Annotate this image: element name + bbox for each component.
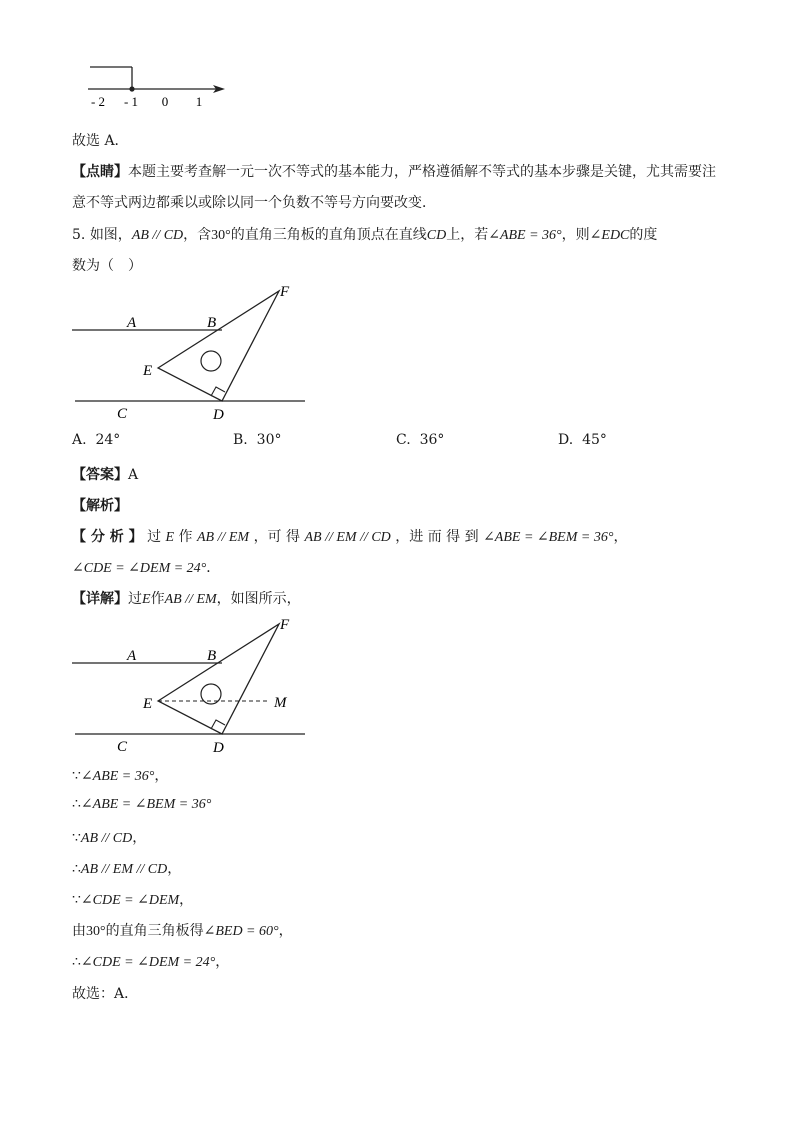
geometry-figure-2	[60, 612, 320, 757]
step-text: 的直角三角板得	[105, 923, 204, 939]
math-ab-parallel-em: AB // EM	[197, 530, 250, 545]
analysis-text: ，进 而 得 到	[395, 529, 479, 545]
detail-line	[72, 588, 301, 608]
detail-text: 作	[150, 591, 165, 607]
question-number: 5.	[72, 227, 86, 243]
step-prefix: ∵	[72, 768, 81, 784]
option-letter: C.	[396, 432, 411, 448]
step-prefix: ∵	[72, 892, 81, 908]
question-text: 如图，	[89, 227, 132, 243]
step-prefix: ∵	[72, 830, 81, 846]
option-value: 45°	[582, 432, 607, 448]
math-e: E	[142, 592, 151, 607]
math-e: E	[165, 530, 175, 545]
dianjing-line2: 意不等式两边都乘以或除以同一个负数不等号方向要改变．	[72, 195, 436, 211]
option-d	[558, 432, 607, 448]
number-line-label: 0	[161, 94, 169, 109]
analysis-text: 作	[178, 529, 193, 545]
right-angle-mark	[211, 387, 225, 396]
step-suffix: ，	[154, 768, 169, 784]
math-equation-cde-dem: ∠CDE = ∠DEM = 24°	[72, 561, 207, 576]
question-text: ，则	[561, 227, 590, 243]
step-line	[72, 951, 229, 971]
label-d: D	[213, 740, 224, 756]
analysis-text: ．	[206, 560, 221, 576]
math-cd: CD	[426, 228, 447, 243]
label-b: B	[207, 315, 217, 331]
question-text: ，含	[183, 227, 212, 243]
right-angle-mark	[211, 720, 225, 729]
analysis-line2	[72, 557, 220, 577]
prev-answer: 故选 A．	[72, 133, 129, 149]
analysis-text: 过	[147, 529, 162, 545]
step-line	[72, 796, 211, 813]
step-math: ∠CDE = ∠DEM	[80, 893, 180, 908]
question-text: 的直角三角板的直角顶点在直线	[230, 227, 427, 243]
detail-tag: 【详解】	[72, 591, 128, 607]
dianjing-tag: 【点睛】	[72, 164, 128, 180]
question-text: 的度	[629, 227, 658, 243]
math-angle-abe: ∠ABE = 36°	[488, 228, 562, 243]
step-math: ∠ABE = 36°	[80, 769, 155, 784]
option-c	[396, 432, 444, 448]
label-c: C	[117, 406, 128, 422]
math-angle-edc: ∠EDC	[589, 228, 630, 243]
jiexi-tag: 【解析】	[72, 498, 128, 514]
step-line	[72, 920, 293, 940]
answer-tag: 【答案】	[72, 467, 128, 483]
step-suffix: ，	[278, 923, 293, 939]
triangle-hole	[201, 351, 221, 371]
step-math: AB // CD	[80, 831, 133, 846]
analysis-text: ，	[613, 529, 628, 545]
step-math: AB // EM // CD	[80, 862, 168, 877]
step-line	[72, 858, 181, 878]
option-a	[72, 432, 120, 448]
label-e: E	[143, 696, 153, 712]
step-line	[72, 827, 146, 847]
math-ab-parallel-em: AB // EM	[164, 592, 217, 607]
option-value: 30°	[256, 432, 282, 448]
answer-value: A	[128, 467, 139, 483]
number-line-label: - 2	[90, 94, 106, 109]
label-b: B	[207, 648, 217, 664]
detail-text: 过	[128, 591, 142, 607]
label-d: D	[213, 407, 224, 423]
dianjing-line1	[72, 161, 716, 181]
math-equation-abe-bem: ∠ABE = ∠BEM = 36°	[483, 530, 614, 545]
number-line-label: - 1	[123, 94, 139, 109]
label-c: C	[117, 739, 128, 755]
detail-text: ，如图所示，	[216, 591, 301, 607]
analysis-line1	[72, 526, 627, 546]
label-a: A	[127, 315, 137, 331]
label-e: E	[143, 363, 153, 379]
step-line	[72, 765, 168, 785]
step-line	[72, 889, 193, 909]
label-f: F	[280, 617, 290, 633]
question-line2: 数为（ ）	[72, 258, 142, 274]
triangle-def	[158, 291, 279, 401]
triangle-def	[158, 624, 279, 734]
number-line-label: 1	[195, 94, 203, 109]
step-math: ∠ABE = ∠BEM = 36°	[80, 797, 212, 812]
step-prefix: ∴	[72, 796, 81, 812]
question-text: 上，若	[446, 227, 489, 243]
step-prefix: ∴	[72, 861, 81, 877]
geometry-figure-1	[60, 280, 320, 425]
label-m: M	[274, 695, 287, 711]
option-value: 36°	[419, 432, 445, 448]
label-f: F	[280, 284, 290, 300]
final-answer: 故选：A．	[72, 986, 139, 1002]
step-suffix: ，	[179, 892, 194, 908]
step-math: ∠BED = 60°	[203, 924, 279, 939]
math-ab-parallel-cd: AB // CD	[131, 228, 184, 243]
step-prefix: ∴	[72, 954, 81, 970]
math-30-degree: 30°	[211, 228, 231, 243]
option-letter: D.	[558, 432, 574, 448]
question-line1	[72, 224, 657, 244]
analysis-tag: 【 分 析 】	[72, 529, 143, 545]
label-a: A	[127, 648, 137, 664]
number-line-point	[129, 86, 134, 91]
step-prefix: 由	[72, 923, 86, 939]
step-suffix: ，	[215, 954, 230, 970]
step-suffix: ，	[167, 861, 182, 877]
number-line-figure	[80, 58, 240, 114]
option-letter: B.	[233, 432, 248, 448]
step-math: ∠CDE = ∠DEM = 24°	[80, 955, 216, 970]
option-b	[233, 432, 281, 448]
option-letter: A.	[72, 432, 87, 448]
analysis-text: ，可 得	[253, 529, 301, 545]
dianjing-text-1: 本题主要考查解一元一次不等式的基本能力，严格遵循解不等式的基本步骤是关键，尤其需要注	[128, 164, 716, 180]
step-suffix: ，	[132, 830, 147, 846]
math-ab-em-cd: AB // EM // CD	[304, 530, 391, 545]
answer-line	[72, 464, 138, 484]
step-degree: 30°	[86, 924, 106, 939]
option-value: 24°	[95, 432, 121, 448]
